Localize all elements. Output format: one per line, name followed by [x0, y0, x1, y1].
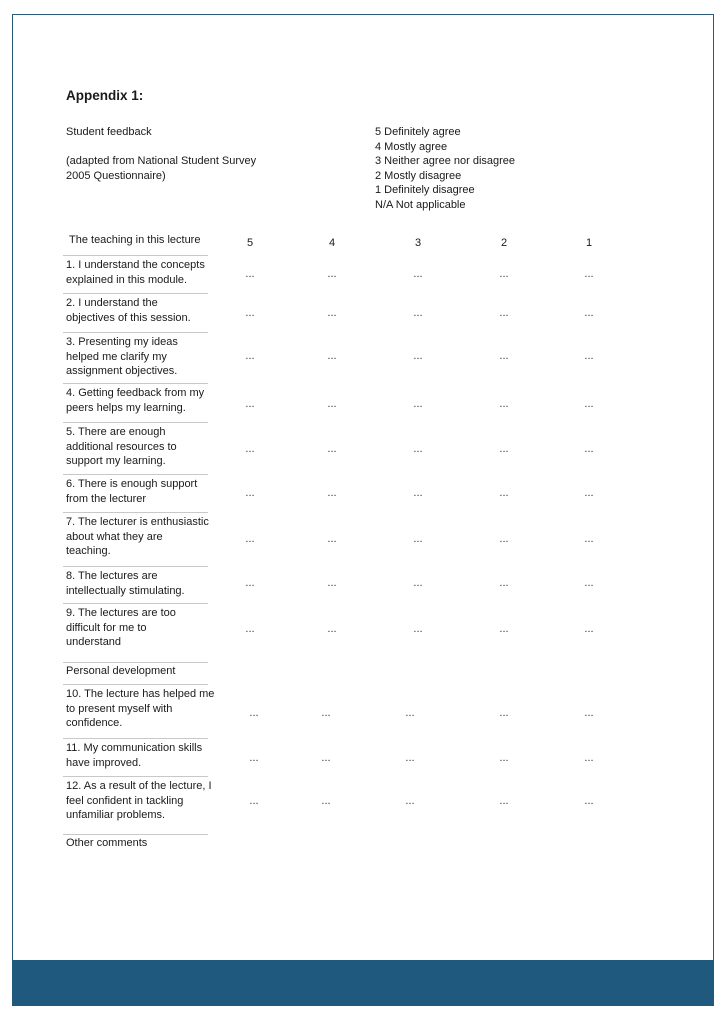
rating-option-1[interactable]: ... — [584, 443, 594, 455]
rating-option-3[interactable]: ... — [413, 350, 423, 362]
rating-header-4: 4 — [328, 237, 336, 249]
intro-source-line-1: (adapted from National Student Survey — [66, 155, 257, 167]
rating-option-3[interactable]: ... — [413, 577, 423, 589]
rating-option-2[interactable]: ... — [499, 350, 509, 362]
question-line: 4. Getting feedback from my — [66, 387, 205, 399]
rating-option-2[interactable]: ... — [499, 268, 509, 280]
rating-option-4[interactable]: ... — [321, 707, 331, 719]
rating-option-5[interactable]: ... — [245, 487, 255, 499]
question-line: 2. I understand the — [66, 297, 158, 309]
rating-option-4[interactable]: ... — [327, 443, 337, 455]
survey-question — [66, 335, 178, 379]
rating-option-5[interactable]: ... — [245, 398, 255, 410]
intro-heading: Student feedback — [66, 126, 152, 138]
question-line: intellectually stimulating. — [66, 584, 185, 597]
scale-item: 1 Definitely disagree — [375, 184, 475, 196]
rating-option-3[interactable]: ... — [413, 307, 423, 319]
rating-option-2[interactable]: ... — [499, 577, 509, 589]
question-line: 11. My communication skills — [66, 742, 203, 754]
rating-option-4[interactable]: ... — [321, 795, 331, 807]
question-line: objectives of this session. — [66, 311, 191, 324]
row-separator — [63, 603, 208, 604]
question-line: understand — [66, 636, 122, 648]
rating-option-4[interactable]: ... — [327, 398, 337, 410]
rating-option-2[interactable]: ... — [499, 752, 509, 764]
row-separator — [63, 383, 208, 384]
rating-option-1[interactable]: ... — [584, 268, 594, 280]
question-line: helped me clarify my — [66, 350, 167, 363]
scale-item: N/A Not applicable — [375, 198, 466, 211]
intro-source-line-2: 2005 Questionnaire) — [66, 169, 166, 182]
rating-option-2[interactable]: ... — [499, 707, 509, 719]
rating-option-5[interactable]: ... — [245, 307, 255, 319]
rating-option-2[interactable]: ... — [499, 623, 509, 635]
rating-option-5[interactable]: ... — [249, 752, 259, 764]
row-separator — [63, 332, 208, 333]
rating-option-5[interactable]: ... — [249, 707, 259, 719]
rating-header-2: 2 — [500, 237, 508, 249]
rating-option-5[interactable]: ... — [245, 623, 255, 635]
question-line: support my learning. — [66, 455, 166, 467]
rating-option-1[interactable]: ... — [584, 577, 594, 589]
row-separator — [63, 293, 208, 294]
other-comments-label: Other comments — [66, 837, 148, 849]
rating-option-2[interactable]: ... — [499, 443, 509, 455]
question-line: difficult for me to — [66, 621, 147, 634]
question-line: feel confident in tackling — [66, 794, 184, 807]
question-line: 5. There are enough — [66, 426, 166, 438]
survey-question — [66, 779, 212, 823]
survey-question — [66, 569, 185, 598]
question-line: 8. The lectures are — [66, 570, 158, 582]
rating-option-2[interactable]: ... — [499, 398, 509, 410]
question-line: teaching. — [66, 545, 111, 557]
row-separator — [63, 422, 208, 423]
rating-option-3[interactable]: ... — [405, 752, 415, 764]
rating-header-5: 5 — [246, 237, 254, 249]
footer-band — [12, 960, 714, 1006]
rating-option-5[interactable]: ... — [245, 443, 255, 455]
question-line: additional resources to — [66, 440, 177, 453]
rating-option-4[interactable]: ... — [327, 350, 337, 362]
question-line: assignment objectives. — [66, 365, 178, 377]
question-line: 3. Presenting my ideas — [66, 336, 178, 348]
question-line: 6. There is enough support — [66, 478, 198, 490]
rating-option-1[interactable]: ... — [584, 752, 594, 764]
scale-item: 3 Neither agree nor disagree — [375, 155, 516, 167]
survey-question — [66, 425, 177, 469]
row-separator — [63, 834, 208, 835]
survey-question — [66, 296, 191, 325]
scale-item: 5 Definitely agree — [375, 126, 461, 138]
rating-option-1[interactable]: ... — [584, 623, 594, 635]
row-separator — [63, 566, 208, 567]
intro-block — [66, 125, 256, 183]
question-line: explained in this module. — [66, 273, 188, 286]
rating-option-2[interactable]: ... — [499, 487, 509, 499]
question-line: from the lecturer — [66, 492, 147, 505]
rating-option-4[interactable]: ... — [327, 577, 337, 589]
table-header-label: The teaching in this lecture — [69, 234, 201, 246]
rating-scale-legend — [375, 125, 515, 212]
row-separator — [63, 255, 208, 256]
rating-option-3[interactable]: ... — [413, 487, 423, 499]
rating-option-4[interactable]: ... — [327, 623, 337, 635]
question-line: peers helps my learning. — [66, 401, 186, 414]
rating-option-5[interactable]: ... — [249, 795, 259, 807]
question-line: 12. As a result of the lecture, I — [66, 780, 212, 792]
question-line: unfamiliar problems. — [66, 809, 166, 821]
rating-option-1[interactable]: ... — [584, 707, 594, 719]
rating-option-1[interactable]: ... — [584, 398, 594, 410]
survey-question — [66, 687, 214, 731]
rating-option-1[interactable]: ... — [584, 350, 594, 362]
section-label-personal-development: Personal development — [66, 665, 176, 677]
row-separator — [63, 684, 208, 685]
rating-option-4[interactable]: ... — [327, 307, 337, 319]
question-line: confidence. — [66, 717, 123, 729]
question-line: 1. I understand the concepts — [66, 259, 205, 271]
rating-option-3[interactable]: ... — [405, 795, 415, 807]
rating-option-4[interactable]: ... — [321, 752, 331, 764]
scale-item: 2 Mostly disagree — [375, 169, 462, 182]
rating-option-5[interactable]: ... — [245, 268, 255, 280]
survey-question — [66, 741, 202, 770]
question-line: about what they are — [66, 530, 163, 543]
rating-option-4[interactable]: ... — [327, 533, 337, 545]
rating-option-1[interactable]: ... — [584, 487, 594, 499]
scale-item: 4 Mostly agree — [375, 140, 448, 153]
rating-option-3[interactable]: ... — [413, 443, 423, 455]
question-line: have improved. — [66, 756, 142, 769]
rating-option-3[interactable]: ... — [405, 707, 415, 719]
rating-option-2[interactable]: ... — [499, 533, 509, 545]
survey-question — [66, 258, 205, 287]
survey-question — [66, 386, 204, 415]
rating-option-1[interactable]: ... — [584, 307, 594, 319]
survey-question — [66, 606, 176, 650]
question-line: 7. The lecturer is enthusiastic — [66, 516, 209, 528]
rating-option-2[interactable]: ... — [499, 307, 509, 319]
survey-question — [66, 515, 209, 559]
question-line: to present myself with — [66, 702, 173, 715]
rating-option-1[interactable]: ... — [584, 795, 594, 807]
rating-option-5[interactable]: ... — [245, 350, 255, 362]
row-separator — [63, 512, 208, 513]
row-separator — [63, 738, 208, 739]
rating-header-3: 3 — [414, 237, 422, 249]
rating-option-5[interactable]: ... — [245, 533, 255, 545]
rating-option-4[interactable]: ... — [327, 268, 337, 280]
rating-option-3[interactable]: ... — [413, 268, 423, 280]
rating-option-4[interactable]: ... — [327, 487, 337, 499]
rating-option-5[interactable]: ... — [245, 577, 255, 589]
rating-option-3[interactable]: ... — [413, 398, 423, 410]
question-line: 10. The lecture has helped me — [66, 688, 215, 700]
row-separator — [63, 776, 208, 777]
appendix-title: Appendix 1: — [66, 88, 144, 103]
row-separator — [63, 662, 208, 663]
rating-header-1: 1 — [585, 237, 593, 249]
rating-option-2[interactable]: ... — [499, 795, 509, 807]
rating-option-1[interactable]: ... — [584, 533, 594, 545]
rating-option-3[interactable]: ... — [413, 623, 423, 635]
rating-option-3[interactable]: ... — [413, 533, 423, 545]
survey-question — [66, 477, 197, 506]
row-separator — [63, 474, 208, 475]
question-line: 9. The lectures are too — [66, 607, 176, 619]
